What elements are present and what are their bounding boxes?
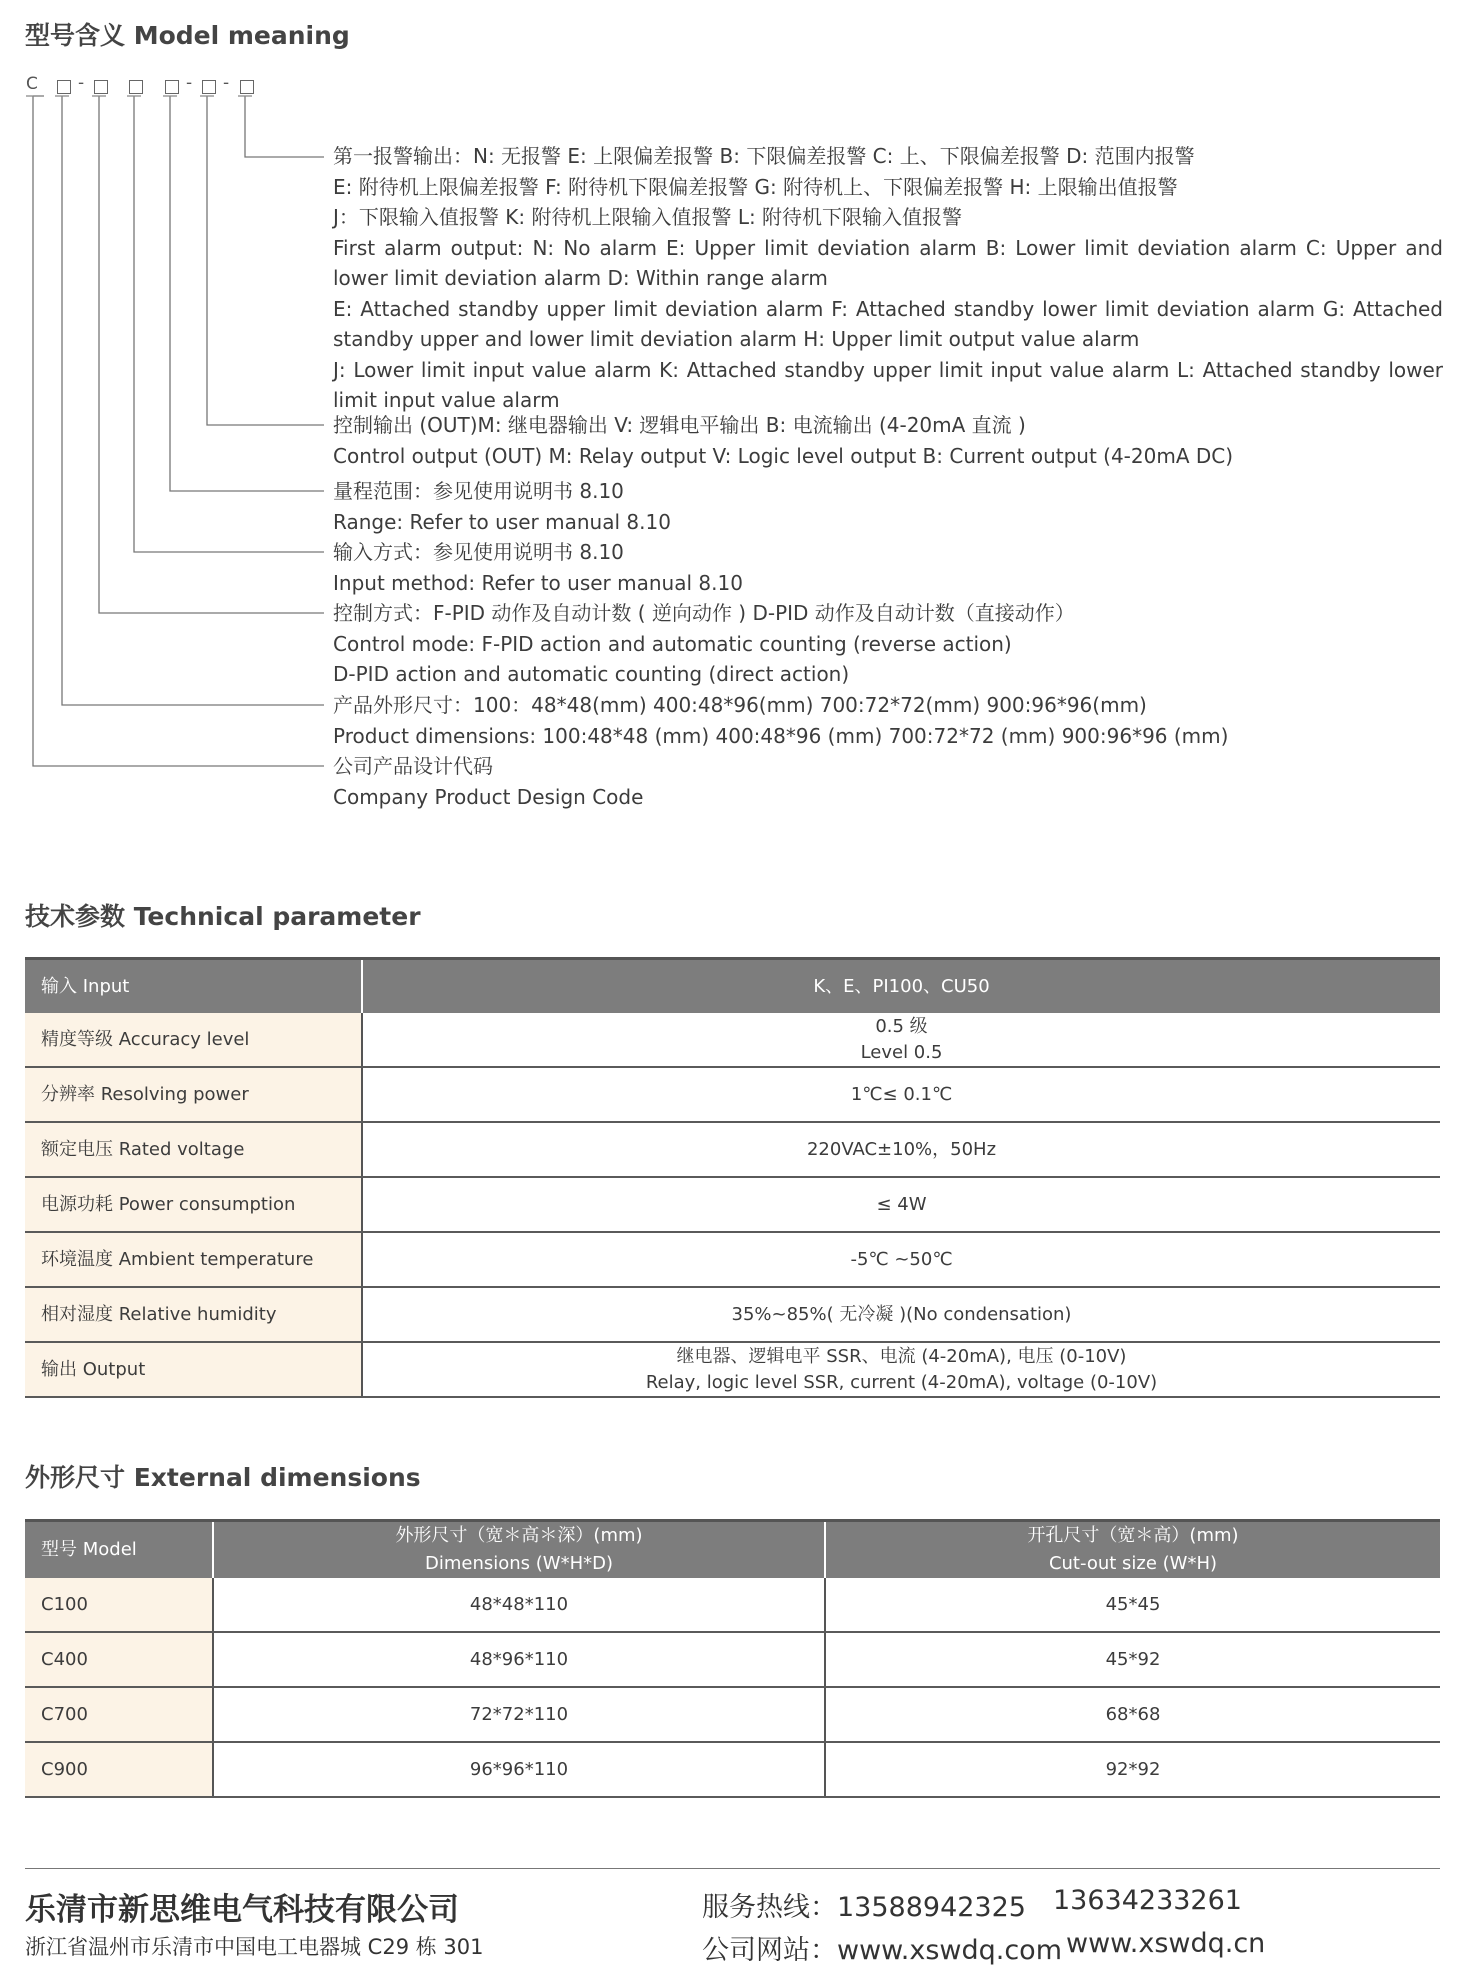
param-value: 220VAC±10%，50Hz [362,1122,1440,1177]
desc-line: E: Attached standby upper limit deviation alarm F: Attached standby lower limit deviation alarm G: Attached standby upper and lower limit deviation alarm H: Upper limit output value alarm [333,296,1443,351]
table-row [25,1232,1440,1287]
param-value [362,1013,1440,1067]
param-header-value: K、E、PI100、CU50 [362,959,1440,1014]
desc-line: J: Lower limit input value alarm K: Attached standby upper limit input value alarm L: Attached standby lower limit input value alarm [333,357,1443,412]
desc-line: E: 附待机上限偏差报警 F: 附待机下限偏差报警 G: 附待机上、下限偏差报警 H: 上限输出值报警 [333,174,1178,199]
website [702,1928,1062,1967]
leader-line [170,96,324,491]
dims-cutout: 45*45 [825,1578,1440,1632]
table-row [25,1067,1440,1122]
dims-size: 48*48*110 [213,1578,825,1632]
dims-cutout: 68*68 [825,1687,1440,1742]
desc-line: 控制方式：F-PID 动作及自动计数 ( 逆向动作 ) D-PID 动作及自动计数（直接动作） [333,601,1075,625]
param-value [362,1342,1440,1397]
param-value-line: 继电器、逻辑电平 SSR、电流 (4-20mA), 电压 (0-10V) [676,1345,1127,1367]
code-separator: - [78,73,85,93]
desc-line: Control output (OUT) M: Relay output V: Logic level output B: Current output (4-20mA DC) [333,443,1234,468]
leader-line [99,96,324,613]
dimensions-heading: 外形尺寸 External dimensions [25,1463,421,1492]
table-row [25,1632,1440,1687]
dims-model: C900 [25,1742,213,1797]
company-name: 乐清市新思维电气科技有限公司 [25,1892,459,1928]
dims-header-cutout [825,1521,1440,1579]
code-prefix: C [26,74,38,94]
footer-divider [25,1868,1440,1869]
leader-line [245,96,324,157]
desc-line: 控制输出 (OUT)M: 继电器输出 V: 逻辑电平输出 B: 电流输出 (4-20mA 直流 ) [333,413,1026,437]
dims-cutout: 45*92 [825,1632,1440,1687]
table-row [25,1177,1440,1232]
dims-model: C100 [25,1578,213,1632]
desc-line: J：下限输入值报警 K: 附待机上限输入值报警 L: 附待机下限输入值报警 [333,205,963,229]
desc-first-alarm [333,141,1443,416]
param-value: -5℃ ~50℃ [362,1232,1440,1287]
dimensions-table [25,1519,1440,1798]
desc-dimensions [333,690,1443,751]
param-label: 电源功耗 Power consumption [25,1177,362,1232]
desc-line: 第一报警输出：N: 无报警 E: 上限偏差报警 B: 下限偏差报警 C: 上、下限偏差报警 D: 范围内报警 [333,144,1195,168]
dims-size: 48*96*110 [213,1632,825,1687]
header-line: Dimensions (W*H*D) [424,1553,613,1574]
param-label: 分辨率 Resolving power [25,1067,362,1122]
param-value: 1℃≤ 0.1℃ [362,1067,1440,1122]
phone-1: 13588942325 [837,1892,1026,1923]
table-row [25,1287,1440,1342]
code-separator: - [186,73,193,93]
table-row [25,1122,1440,1177]
desc-line: Control mode: F-PID action and automatic counting (reverse action) [333,631,1012,656]
model-meaning-heading: 型号含义 Model meaning [25,21,350,50]
desc-line: 产品外形尺寸：100：48*48(mm) 400:48*96(mm) 700:72*72(mm) 900:96*96(mm) [333,693,1147,717]
param-value: ≤ 4W [362,1177,1440,1232]
table-header-row [25,959,1440,1014]
param-label: 环境温度 Ambient temperature [25,1232,362,1287]
desc-line: 公司产品设计代码 [333,754,493,778]
param-value-line: 0.5 级 [875,1015,928,1037]
table-row [25,1013,1440,1067]
param-value-line: Relay, logic level SSR, current (4-20mA), voltage (0-10V) [645,1371,1158,1393]
dims-model: C700 [25,1687,213,1742]
param-label: 额定电压 Rated voltage [25,1122,362,1177]
technical-heading: 技术参数 Technical parameter [25,902,421,931]
hotline-label: 服务热线： [702,1892,837,1923]
desc-line: D-PID action and automatic counting (direct action) [333,662,850,686]
desc-line: Company Product Design Code [333,784,644,809]
header-line: 开孔尺寸（宽＊高）(mm) [1027,1525,1239,1546]
desc-control-output [333,410,1443,471]
table-row [25,1578,1440,1632]
desc-range [333,476,1443,537]
desc-line: Input method: Refer to user manual 8.10 [333,570,743,595]
dims-model: C400 [25,1632,213,1687]
table-row [25,1687,1440,1742]
technical-table [25,957,1440,1398]
phone-2: 13634233261 [1053,1885,1242,1916]
dims-cutout: 92*92 [825,1742,1440,1797]
dims-size: 96*96*110 [213,1742,825,1797]
header-line: 外形尺寸（宽＊高＊深）(mm) [395,1525,643,1546]
param-label: 相对湿度 Relative humidity [25,1287,362,1342]
table-row [25,1742,1440,1797]
web-label: 公司网站： [702,1935,837,1966]
param-header-label: 输入 Input [25,959,362,1014]
hotline [702,1885,1026,1924]
dims-size: 72*72*110 [213,1687,825,1742]
dims-header-dimensions [213,1521,825,1579]
leader-line [207,96,324,425]
desc-design-code [333,751,1443,812]
param-value-line: Level 0.5 [860,1041,943,1063]
param-label: 输出 Output [25,1342,362,1397]
desc-line: 量程范围：参见使用说明书 8.10 [333,479,624,503]
company-address: 浙江省温州市乐清市中国电工电器城 C29 栋 301 [25,1935,484,1959]
desc-input-method [333,537,1443,598]
desc-line: 输入方式：参见使用说明书 8.10 [333,540,624,564]
param-value: 35%~85%( 无冷凝 )(No condensation) [362,1287,1440,1342]
dims-header-model: 型号 Model [25,1521,213,1579]
desc-line: Product dimensions: 100:48*48 (mm) 400:48*96 (mm) 700:72*72 (mm) 900:96*96 (mm) [333,723,1229,748]
website-link-com[interactable]: www.xswdq.com [837,1935,1063,1966]
website-link-cn[interactable]: www.xswdq.cn [1066,1928,1266,1959]
desc-line: Range: Refer to user manual 8.10 [333,509,671,534]
param-label: 精度等级 Accuracy level [25,1013,362,1067]
desc-control-mode [333,598,1443,690]
table-header-row [25,1521,1440,1579]
code-separator: - [223,73,230,93]
desc-line: First alarm output: N: No alarm E: Upper limit deviation alarm B: Lower limit deviation alarm C: Upper and lower limit deviation alarm D: Within range alarm [333,235,1443,290]
leader-line [134,96,324,552]
header-line: Cut-out size (W*H) [1048,1553,1218,1574]
leader-line [33,96,324,766]
table-row [25,1342,1440,1397]
